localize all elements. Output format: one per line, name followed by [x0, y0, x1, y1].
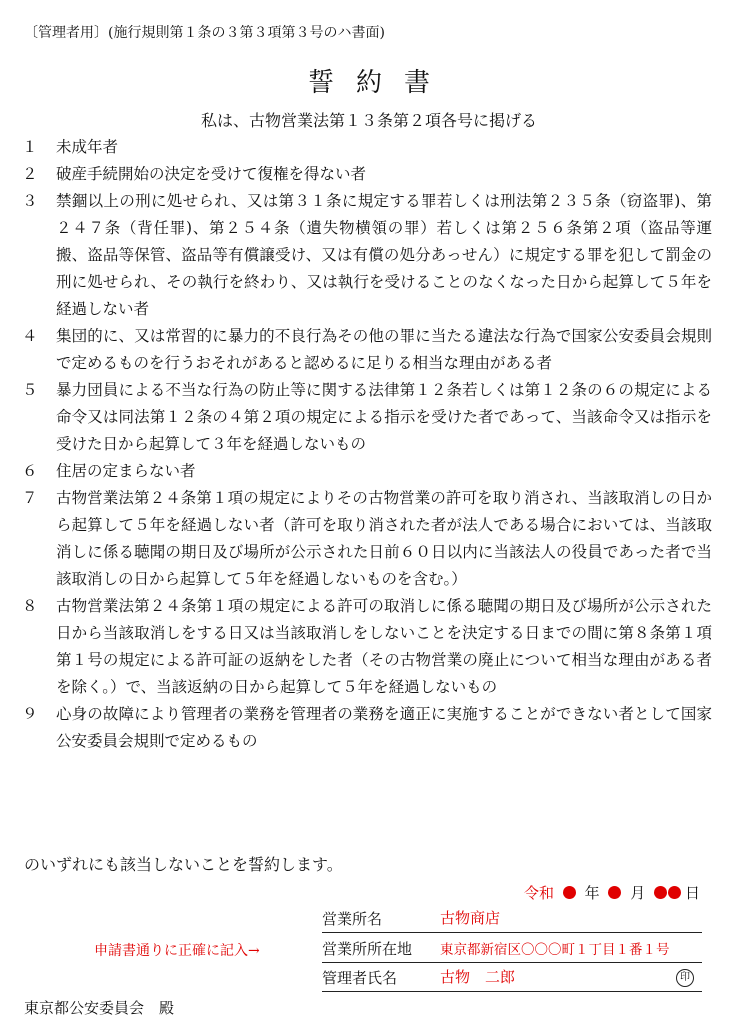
intro-text: 私は、古物営業法第１３条第２項各号に掲げる: [200, 111, 537, 130]
field-value: 古物 二郎: [440, 968, 516, 986]
instruction-note: 申請書通りに正確に記入→: [94, 943, 260, 959]
item-text: 未成年者: [56, 138, 119, 156]
item-number: ３: [22, 192, 38, 210]
date-month-unit: 月: [630, 884, 646, 902]
recipient: 東京都公安委員会 殿: [24, 999, 175, 1017]
item-text: 古物営業法第２４条第１項の規定によりその古物営業の許可を取り消され、当該取消しの日から起算して５年を経過しない者（許可を取り消された者が法人である場合においては、当該取消しに係る聴聞の期日及び場所が公示された日前６０日以内に当該法人の役員であった者で当該取消しの日から起算して５年を経過しないものを含む。）: [56, 489, 712, 588]
month-placeholder-dot: [608, 886, 621, 899]
date-day-unit: 日: [684, 884, 700, 902]
field-value: 古物商店: [440, 909, 501, 927]
list-item: [22, 188, 712, 323]
field-label: 管理者氏名: [322, 969, 398, 987]
document-title: 誓約書: [307, 68, 452, 98]
list-item: [22, 377, 712, 458]
date-year-unit: 年: [584, 884, 600, 902]
field-label: 営業所所在地: [322, 940, 413, 958]
item-number: ８: [22, 597, 38, 615]
office-name-field: [322, 904, 702, 933]
year-placeholder-dot: [563, 886, 576, 899]
field-label: 営業所名: [322, 910, 383, 928]
item-number: １: [22, 138, 38, 156]
disqualification-list: [22, 134, 712, 755]
list-item: [22, 485, 712, 593]
list-item: [22, 593, 712, 701]
item-text: 禁錮以上の刑に処せられ、又は第３１条に規定する罪若しくは刑法第２３５条（窃盗罪)、第２４７条（背任罪)、第２５４条（遺失物横領の罪）若しくは第２５６条第２項（盗品等運搬、盗品等保管、盗品等有償譲受け、又は有償の処分あっせん）に規定する罪を犯して罰金の刑に処せられ、その執行を終わり、又は執行を受けることのなくなった日から起算して５年を経過しない者: [56, 192, 712, 318]
seal-mark-icon: 印: [676, 969, 694, 987]
closing-statement: のいずれにも該当しないことを誓約します。: [24, 855, 343, 874]
office-address-field: [322, 934, 702, 963]
list-item: [22, 701, 712, 755]
list-item: [22, 134, 712, 161]
field-value: 東京都新宿区〇〇〇町１丁目１番１号: [440, 942, 670, 958]
date-era: 令和: [524, 884, 555, 902]
manager-name-field: [322, 963, 702, 992]
item-text: 破産手続開始の決定を受けて復権を得ない者: [56, 165, 367, 183]
item-number: ９: [22, 705, 38, 723]
item-text: 心身の故障により管理者の業務を管理者の業務を適正に実施することができない者として国家公安委員会規則で定めるもの: [56, 705, 712, 750]
item-text: 住居の定まらない者: [56, 462, 196, 480]
item-text: 暴力団員による不当な行為の防止等に関する法律第１２条若しくは第１２条の６の規定による命令又は同法第１２条の４第２項の規定による指示を受けた者であって、当該命令又は指示を受けた日から起算して３年を経過しないもの: [56, 381, 712, 453]
date-line: [524, 882, 700, 903]
item-number: ４: [22, 327, 38, 345]
item-number: ７: [22, 489, 38, 507]
item-text: 集団的に、又は常習的に暴力的不良行為その他の罪に当たる違法な行為で国家公安委員会規則で定めるものを行うおそれがあると認めるに足りる相当な理由がある者: [56, 327, 712, 372]
item-text: 古物営業法第２４条第１項の規定による許可の取消しに係る聴聞の期日及び場所が公示された日から当該取消しをする日又は当該取消しをしないことを決定する日までの間に第８条第１項第１号の規定による許可証の返納をした者（その古物営業の廃止について相当な理由がある者を除く。）で、当該返納の日から起算して５年を経過しないもの: [56, 597, 712, 696]
day-placeholder-dot: [654, 886, 667, 899]
list-item: [22, 458, 712, 485]
list-item: [22, 161, 712, 188]
item-number: ５: [22, 381, 38, 399]
header-note: 〔管理者用〕(施行規則第１条の３第３項第３号のハ書面): [24, 25, 385, 41]
item-number: ６: [22, 462, 38, 480]
item-number: ２: [22, 165, 38, 183]
list-item: [22, 323, 712, 377]
day-placeholder-dot: [668, 886, 681, 899]
